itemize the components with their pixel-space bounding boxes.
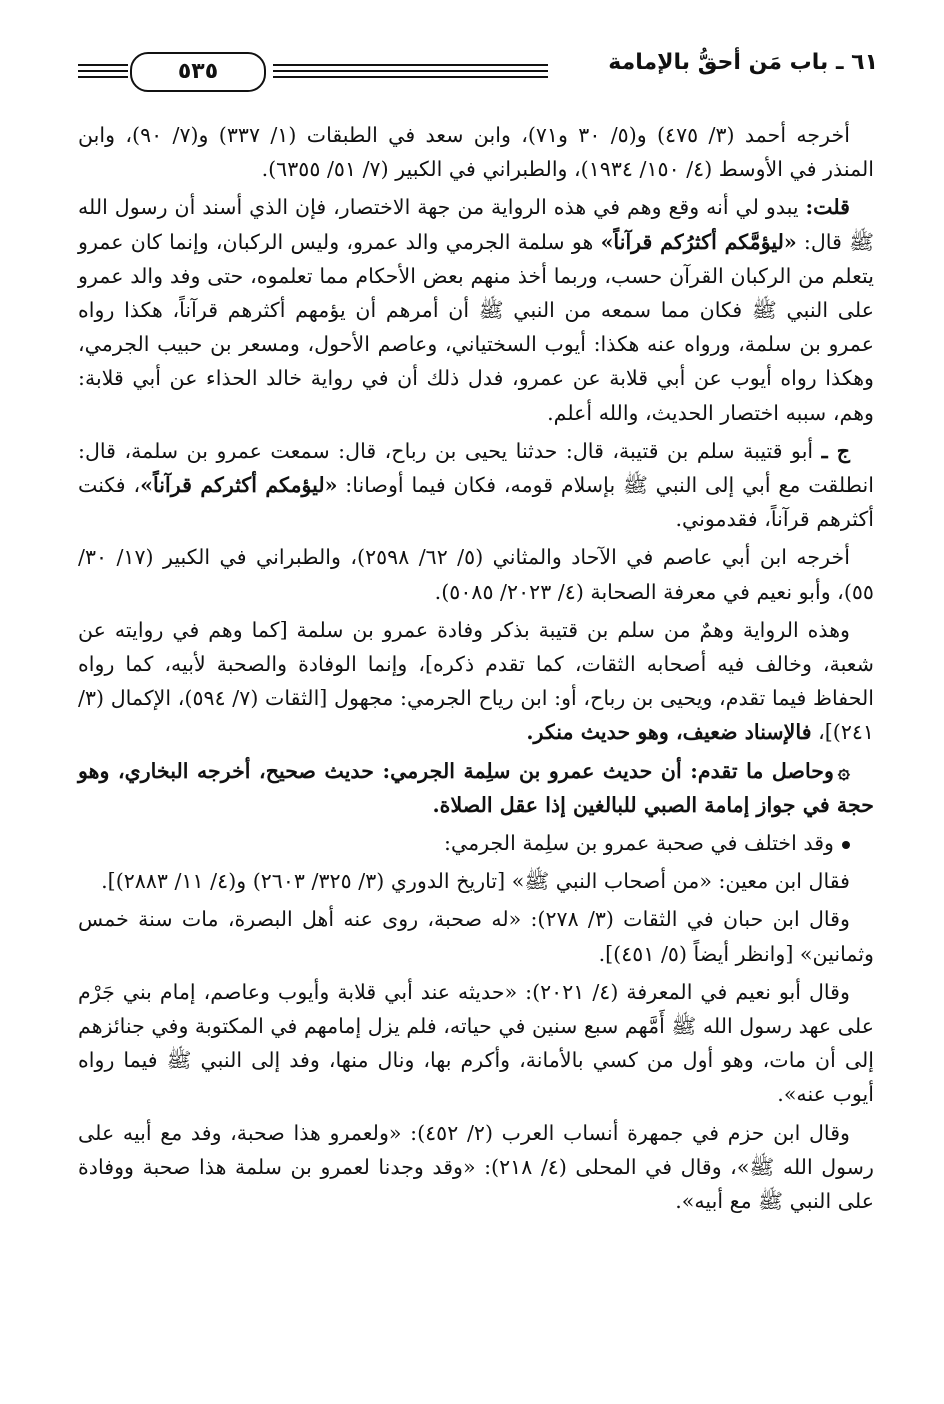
bold-text-segment: ج ـ [821,438,851,463]
bullet-icon [842,841,850,849]
bold-text-segment: وحاصل ما تقدم: أن حديث عمرو بن سلِمة الجرمي: حديث صحيح، أخرجه البخاري، وهو حجة في جواز إمامة الصبي للبالغين إذا عقل الصلاة. [78,758,874,817]
text-segment: وقال أبو نعيم في المعرفة (٤/ ٢٠٢١): «حديثه عند أبي قلابة وأيوب وعاصم، إمام بني جَرْم على عهد رسول الله ﷺ أَمَّهم سبع سنين في حياته، فلم يزل إمامهم في المكتوبة وفي جنائزهم إلى أن مات، وهو أول من كسي بالأمانة، وأكرم بها، ونال منها، وفد إلى النبي ﷺ فيما رواه أيوب عنه». [78,979,874,1107]
paragraph [78,975,874,1112]
text-segment: وقال ابن حبان في الثقات (٣/ ٢٧٨): «له صحبة، روى عنه أهل البصرة، مات سنة خمس وثمانين» [وانظر أيضاً (٥/ ٤٥١)]. [78,907,874,966]
text-segment: وهذه الرواية وهمٌ من سلم بن قتيبة بذكر وفادة عمرو بن سلمة [كما وهم في روايته عن شعبة، وخالف فيه أصحابه الثقات، كما تقدم ذكره]، وإنما الوفادة والصحبة لأبيه، كما رواه الحفاظ فيما تقدم، ويحيى بن رباح، أو: ابن رياح الجرمي: مجهول [الثقات (٧/ ٥٩٤)، الإكمال (٣/ ٢٤١)]، [78,617,874,745]
header-rule-left-1 [78,64,128,66]
running-header [78,40,878,100]
text-segment: فقال ابن معين: «من أصحاب النبي ﷺ» [تاريخ الدوري (٣/ ٣٢٥/ ٢٦٠٣) و(٤/ ١١/ ٢٨٨٣)]. [101,869,850,894]
text-segment: يبدو لي أنه وقع وهم في هذه الرواية من جهة الاختصار، فإن الذي أسند أن رسول الله ﷺ قال: [78,195,874,254]
paragraph [78,1116,874,1219]
paragraph [78,754,874,822]
page-body [78,118,874,1222]
paragraph [78,864,874,898]
paragraph [78,613,874,750]
text-segment: أبو قتيبة سلم بن قتيبة، قال: حدثنا يحيى بن رباح، قال: سمعت عمرو بن سلمة، قال: انطلقت مع أبي إلى النبي ﷺ بإسلام قومه، فكان فيما أوصانا: [78,438,874,498]
text-segment: وقد اختلف في صحبة عمرو بن سلِمة الجرمي: [444,831,834,856]
header-rule-1 [273,64,548,66]
header-rule-left-2 [78,70,128,72]
header-rule-left-3 [78,76,128,78]
bold-text-segment: «ليؤمكم أكثركم قرآناً» [140,473,338,498]
header-rule-2 [273,70,548,72]
bold-text-segment: قلت: [805,195,850,220]
bold-text-segment: فالإسناد ضعيف، وهو حديث منكر. [526,720,812,745]
paragraph [78,540,874,608]
bold-text-segment: «ليؤمَّكم أكثرُكم قرآناً» [600,229,797,254]
paragraph [78,902,874,970]
text-segment: وقال ابن حزم في جمهرة أنساب العرب (٢/ ٤٥٢): «ولعمرو هذا صحبة، وفد مع أبيه على رسول الله ﷺ»، وقال في المحلى (٤/ ٢١٨): «وقد وجدنا لعمرو بن سلمة هذا صحبة ووفادة على النبي ﷺ مع أبيه». [78,1120,874,1214]
text-segment: هو سلمة الجرمي والد عمرو، وليس الركبان، وإنما كان عمرو يتعلم من الركبان القرآن حسب، وربما أخذ منهم بعض الأحكام مما تعلموه، حتى وفد والد عمرو على النبي ﷺ فكان مما سمعه من النبي ﷺ أن أمرهم أن يؤمهم أكثرهم قرآناً، هكذا رواه عمرو بن سلمة، ورواه عنه هكذا: أيوب السختياني، وعاصم الأحول، ومسعر بن حبيب الجرمي، وهكذا رواه أيوب عن أبي قلابة عن عمرو، فدل ذلك أن في رواية خالد الحذاء عن أبي قلابة: وهم، سببه اختصار الحديث، والله أعلم. [78,229,874,425]
header-rule-3 [273,76,548,78]
paragraph [78,118,874,186]
text-segment: ، فكنت أكثرهم قرآناً، فقدموني. [78,473,874,532]
chapter-title: ٦١ ـ باب مَن أحقُّ بالإمامة [608,50,878,75]
page-number: ٥٣٥ [130,52,266,92]
paragraph [78,190,874,429]
paragraph [78,434,874,537]
leaf-ornament-icon: ۞ [837,758,850,783]
text-segment: أخرجه ابن أبي عاصم في الآحاد والمثاني (٥/ ٦٢/ ٢٥٩٨)، والطبراني في الكبير (١٧/ ٣٠/ ٥٥)، وأبو نعيم في معرفة الصحابة (٤/ ٢٠٢٣/ ٥٠٨٥). [78,545,874,604]
paragraph [78,826,874,860]
text-segment: أخرجه أحمد (٣/ ٤٧٥) و(٥/ ٣٠ و٧١)، وابن سعد في الطبقات (١/ ٣٣٧) و(٧/ ٩٠)، وابن المنذر في الأوسط (٤/ ١٥٠/ ١٩٣٤)، والطبراني في الكبير (٧/ ٥١/ ٦٣٥٥). [78,123,874,182]
